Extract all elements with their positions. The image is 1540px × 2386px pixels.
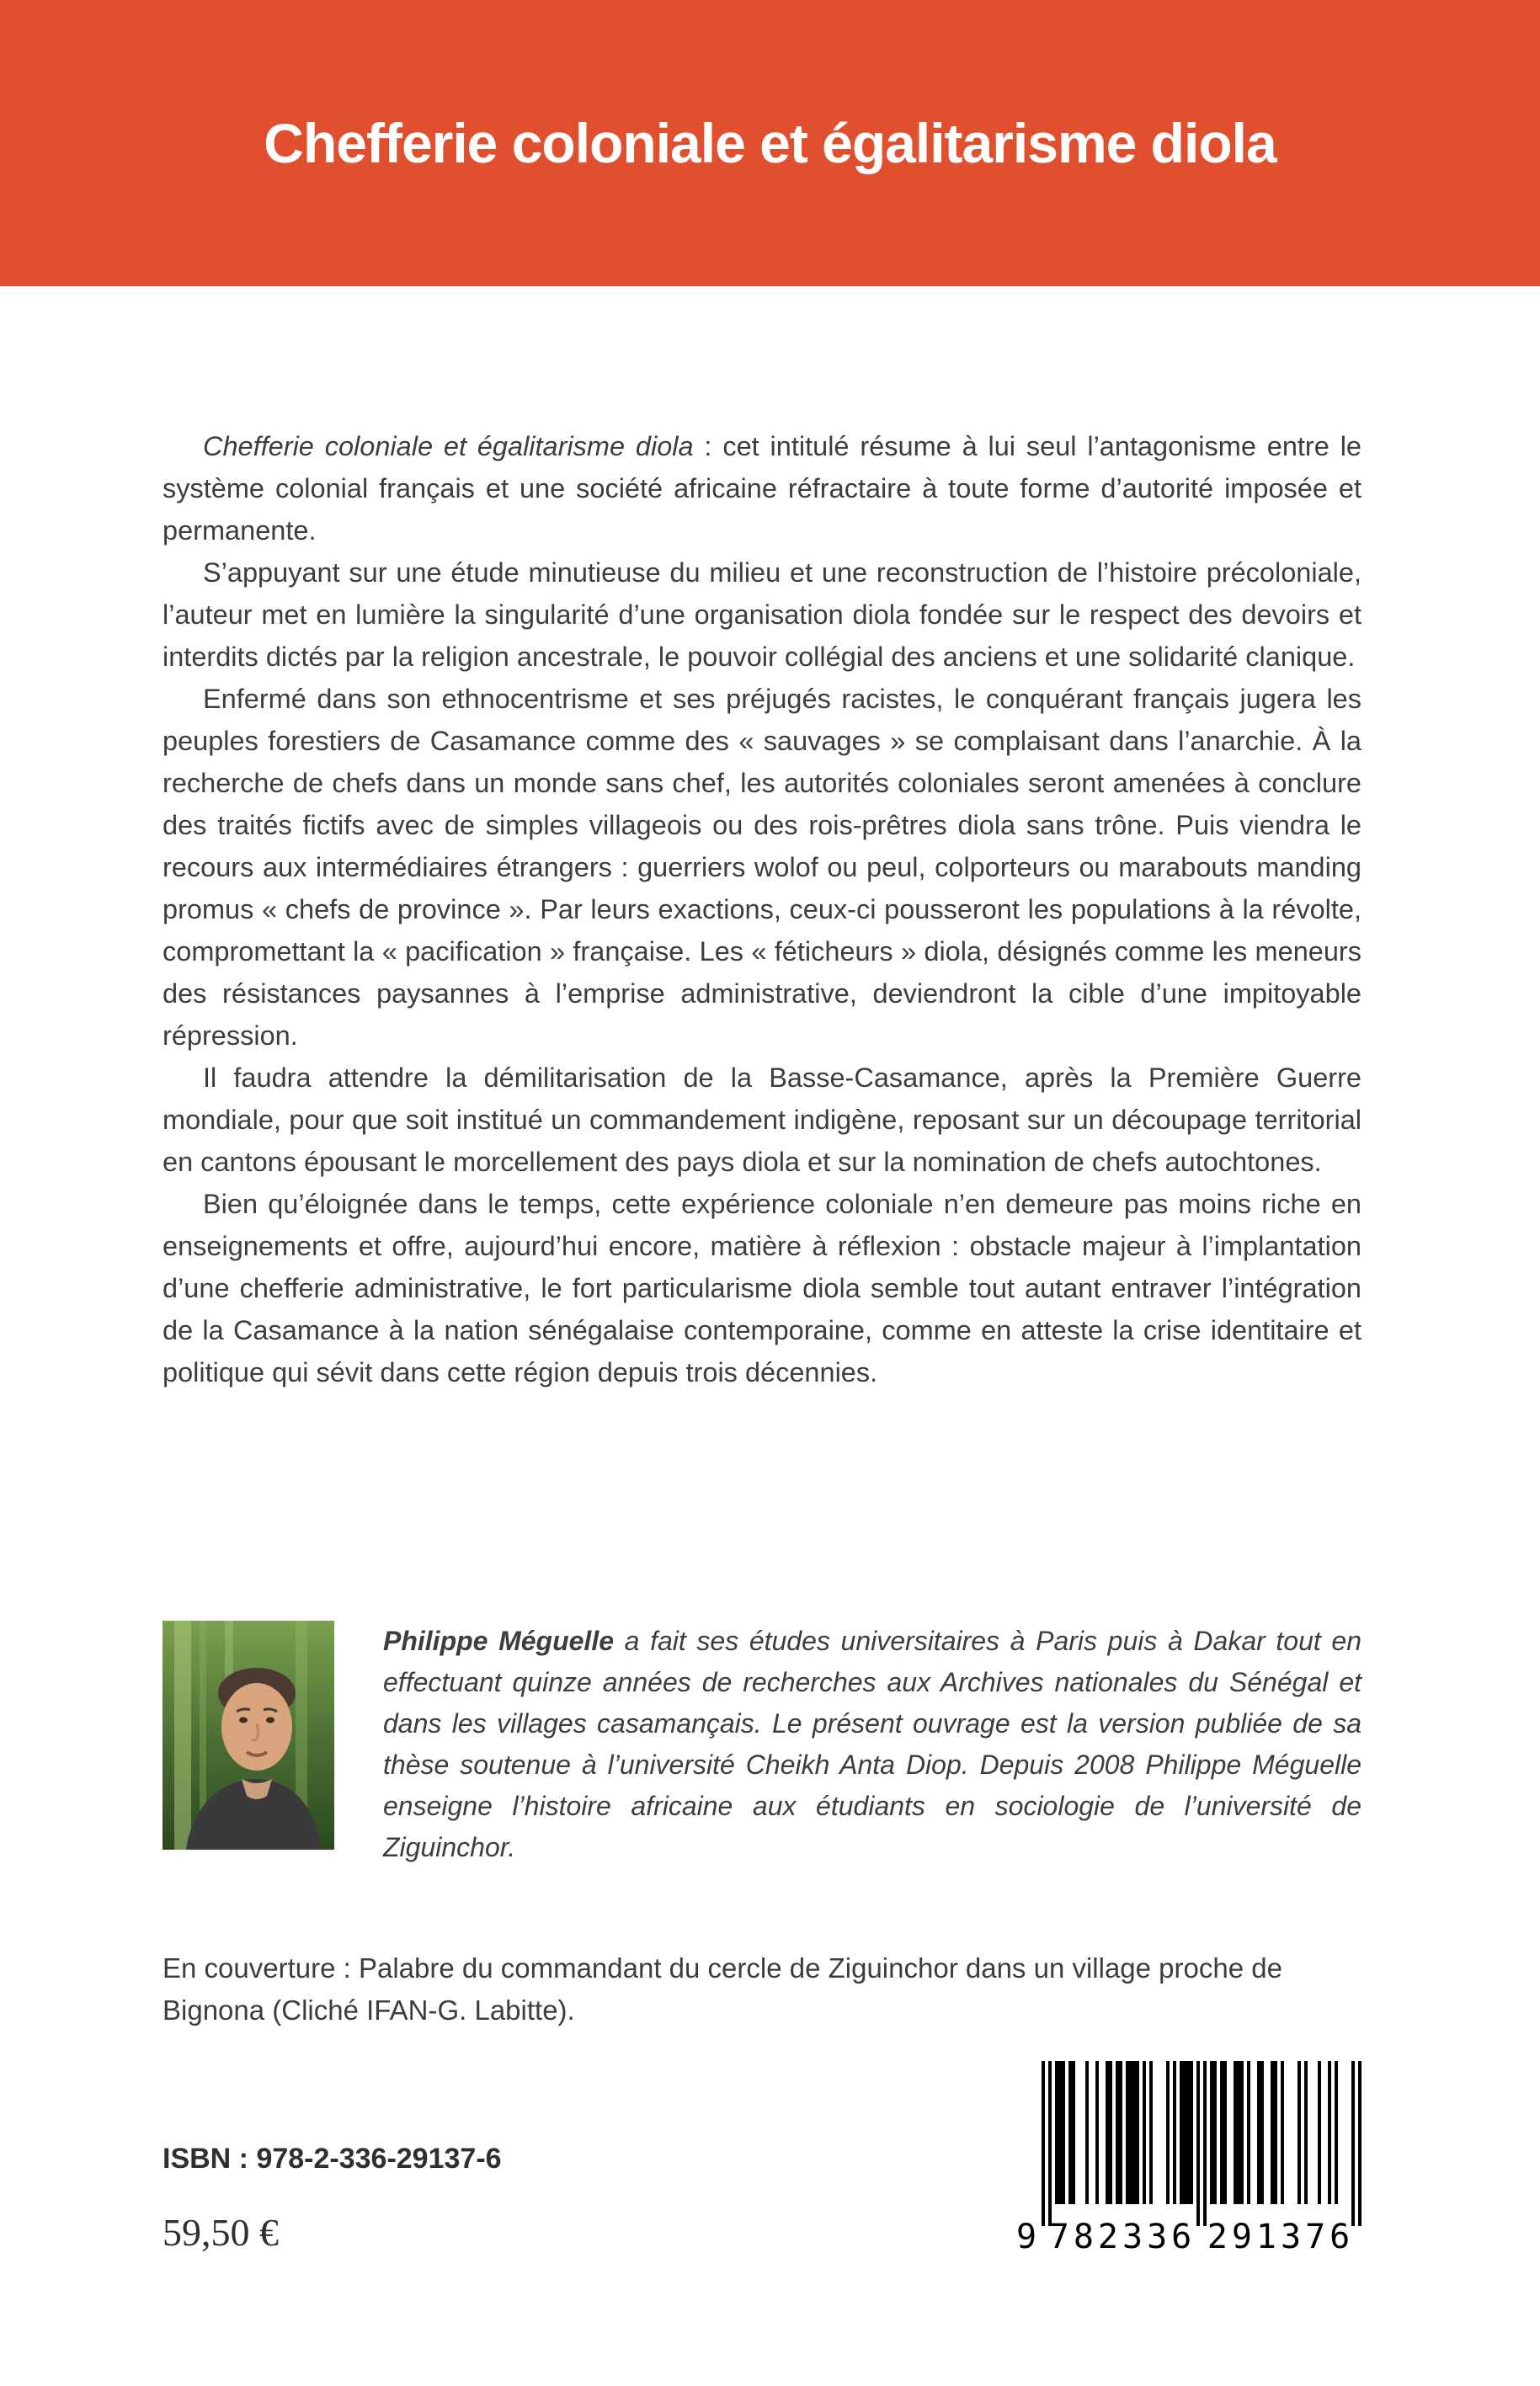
svg-text:291376: 291376 [1207,2218,1355,2255]
author-name: Philippe Méguelle [383,1626,615,1656]
paragraph: Enfermé dans son ethnocentrisme et ses préjugés racistes, le conquérant français jugera les peuples forestiers de Casamance comme des « sauvages » se complaisant dans l’anarchie. À la recherche de chefs dans un monde sans chef, les autorités coloniales seront amenées à conclure des traités fictifs avec de simples villageois ou des rois-prêtres diola sans trône. Puis viendra le recours aux intermédiaires étrangers : guerriers wolof ou peul, colporteurs ou marabouts manding promus « chefs de province ». Par leurs exactions, ceux-ci pousseront les populations à la révolte, compromettant la « pacification » française. Les « féticheurs » diola, désignés comme les meneurs des résistances paysannes à l’emprise administrative, deviendront la cible d’une impitoyable répression. [163,684,1361,1051]
back-cover-text [163,425,1361,1393]
author-portrait-graphic [163,1621,334,1850]
paragraph: Bien qu’éloignée dans le temps, cette expérience coloniale n’en demeure pas moins riche en enseignements et offre, aujourd’hui encore, matière à réflexion : obstacle majeur à l’implantation d’une chefferie administrative, le fort particularisme diola semble tout autant entraver l’intégration de la Casamance à la nation sénégalaise contemporaine, comme en atteste la crise identitaire et politique qui sévit dans cette région depuis trois décennies. [163,1189,1361,1387]
paragraph: S’appuyant sur une étude minutieuse du milieu et une reconstruction de l’histoire précoloniale, l’auteur met en lumière la singularité d’une organisation diola fondée sur le respect des devoirs et interdits dictés par la religion ancestrale, le pouvoir collégial des anciens et une solidarité clanique. [163,557,1361,672]
author-bio-text: a fait ses études universitaires à Paris puis à Dakar tout en effectuant quinze années de recherches aux Archives nationales du Sénégal et dans les villages casamançais. Le présent ouvrage est la version publiée de sa thèse soutenue à l’université Cheikh Anta Diop. Depuis 2008 Philippe Méguelle enseigne l’histoire africaine aux étudiants en sociologie de l’université de Ziguinchor. [383,1626,1362,1862]
paragraph [163,425,1361,551]
paragraph-lead-italic: Chefferie coloniale et égalitarisme diola [203,431,694,461]
isbn-label: ISBN : 978-2-336-29137-6 [163,2143,502,2175]
barcode [1015,2061,1368,2255]
cover-note: En couverture : Palabre du commandant du cercle de Ziguinchor dans un village proche de Bignona (Cliché IFAN-G. Labitte). [163,1952,1282,2026]
author-section [163,1621,1361,1868]
svg-text:782336: 782336 [1048,2218,1196,2255]
paragraph: Il faudra attendre la démilitarisation de la Basse-Casamance, après la Première Guerre mondiale, pour que soit institué un commandement indigène, reposant sur un découpage territorial en cantons épousant le morcellement des pays diola et sur la nomination de chefs autochtones. [163,1063,1361,1177]
price-label: 59,50 € [163,2211,279,2254]
svg-text:9: 9 [1016,2218,1042,2255]
paragraph-text: : cet intitulé résume à lui seul l’antagonisme entre le système colonial français et une société africaine réfractaire à toute forme d’autorité imposée et permanente. [163,431,1361,546]
title-banner [0,0,1540,286]
author-photo [163,1621,334,1850]
author-bio [383,1621,1361,1868]
page-title: Chefferie coloniale et égalitarisme diola [264,112,1276,174]
barcode-graphic [1015,2061,1368,2255]
